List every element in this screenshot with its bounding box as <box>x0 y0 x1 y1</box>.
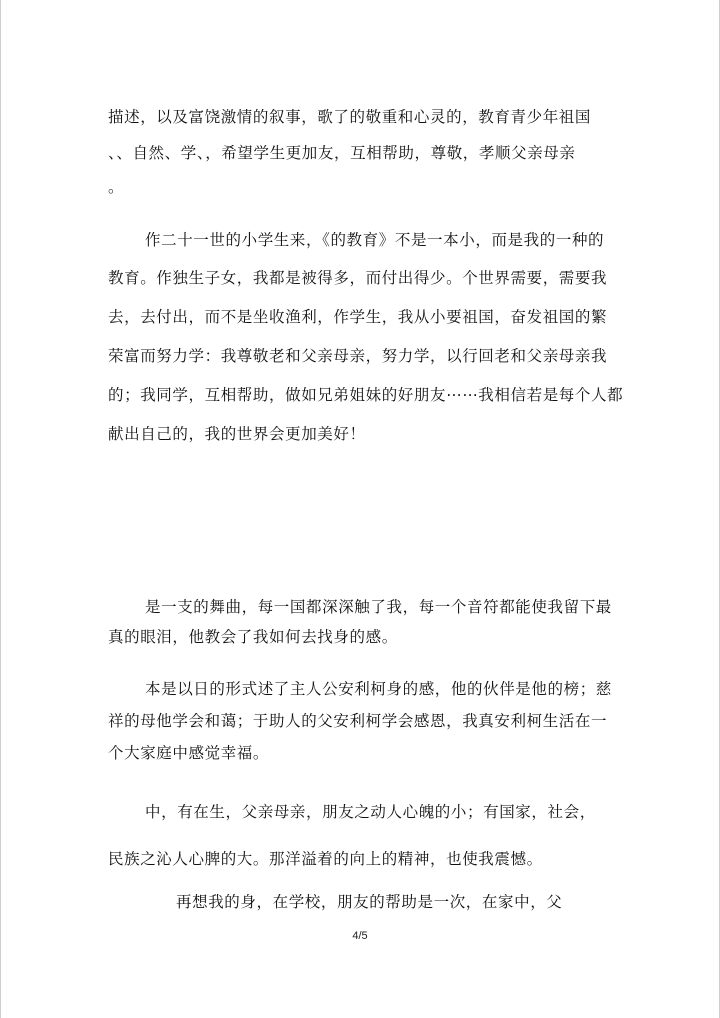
paragraph-5-line-2: 民族之沁人心脾的大。那洋溢着的向上的精神，也使我震憾。 <box>108 850 543 868</box>
page-edge-left <box>0 0 1 1018</box>
paragraph-2-line-6: 献出自己的，我的世界会更加美好！ <box>108 425 366 443</box>
paragraph-3-line-1: 是一支的舞曲，每一国都深深触了我，每一个音符都能使我留下最 <box>145 598 612 616</box>
paragraph-1-line-1: 描述，以及富饶激情的叙事，歌了的敬重和心灵的，教育青少年祖国 <box>108 108 592 126</box>
paragraph-2-line-2: 教育。作独生子女，我都是被得多，而付出得少。个世界需要，需要我 <box>108 269 608 287</box>
paragraph-4-line-1: 本是以日的形式述了主人公安利柯身的感，他的伙伴是他的榜；慈 <box>145 680 612 698</box>
page-number: 4/5 <box>352 930 368 942</box>
paragraph-4-line-3: 个大家庭中感觉幸福。 <box>108 744 270 762</box>
paragraph-2-line-1: 作二十一世的小学生来，《的教育》不是一本小，而是我的一种的 <box>145 231 605 249</box>
paragraph-6-line-1: 再想我的身，在学校，朋友的帮助是一次，在家中，父 <box>176 893 563 911</box>
paragraph-2-line-3: 去，去付出，而不是坐收渔利，作学生，我从小要祖国，奋发祖国的繁 <box>108 308 608 326</box>
paragraph-2-line-5: 的；我同学，互相帮助，做如兄弟姐妹的好朋友⋯⋯我相信若是每个人都 <box>108 386 624 404</box>
paragraph-1-line-2: 、、自然、学、，希望学生更加友，互相帮助，尊敬，孝顺父亲母亲 <box>108 144 576 162</box>
paragraph-3-line-2: 真的眼泪，他教会了我如何去找身的感。 <box>108 628 398 646</box>
paragraph-2-line-4: 荣富而努力学：我尊敬老和父亲母亲，努力学，以行回老和父亲母亲我 <box>108 347 608 365</box>
paragraph-1-line-3: 。 <box>108 178 125 196</box>
paragraph-5-line-1: 中，有在生，父亲母亲，朋友之动人心魄的小；有国家，社会， <box>145 803 596 821</box>
paragraph-4-line-2: 祥的母他学会和蔼；于助人的父安利柯学会感恩，我真安利柯生活在一 <box>108 712 608 730</box>
